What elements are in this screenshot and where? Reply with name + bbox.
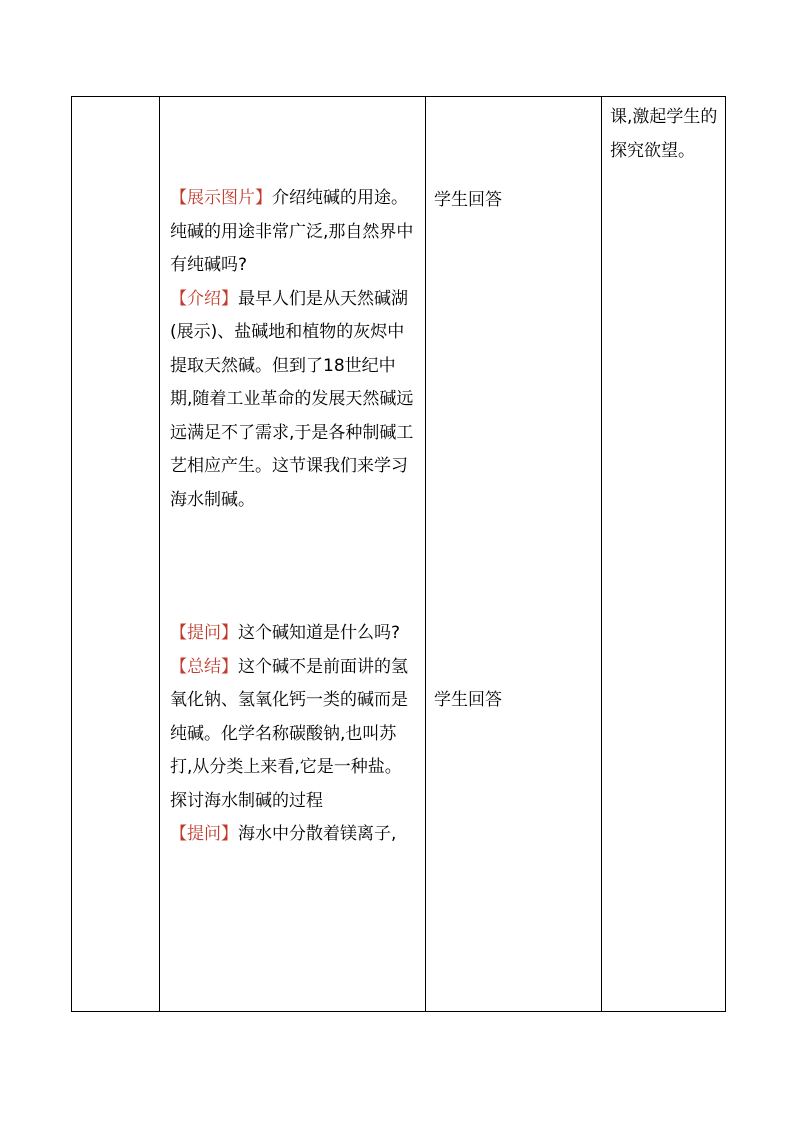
stage-column-cell	[72, 97, 160, 1012]
tag-show-pictures: 【展示图片】	[170, 188, 272, 208]
show-pictures-paragraph	[170, 182, 417, 283]
student-activity-cell	[426, 97, 602, 1012]
introduction-paragraph	[170, 283, 417, 518]
question-text: 这个碱知道是什么吗?	[238, 623, 401, 643]
introduction-text: 最早人们是从天然碱湖(展示)、盐碱地和植物的灰烬中提取天然碱。但到了18世纪中期,随着工业革命的发展天然碱远远满足不了需求,于是各种制碱工艺相应产生。这节课我们来学习海水制碱。	[170, 288, 414, 510]
tag-introduction: 【介绍】	[170, 288, 238, 309]
show-pictures-text: 介绍纯碱的用途。纯碱的用途非常广泛,那自然界中有纯碱吗?	[170, 188, 414, 275]
question-2-text: 海水中分散着镁离子,	[238, 824, 397, 844]
summary-text: 这个碱不是前面讲的氢氧化钠、氢氧化钙一类的碱而是纯碱。化学名称碳酸钠,也叫苏打,从分类上来看,它是一种盐。	[170, 656, 408, 777]
tag-summary: 【总结】	[170, 656, 238, 677]
question-2-paragraph	[170, 818, 417, 852]
explore-process-paragraph: 探讨海水制碱的过程	[170, 790, 323, 811]
teacher-activity-cell	[160, 97, 426, 1012]
summary-paragraph	[170, 651, 417, 785]
design-intent-cell	[602, 97, 726, 1012]
table-row	[72, 97, 726, 1012]
lesson-plan-table	[71, 96, 726, 1012]
tag-question: 【提问】	[170, 623, 238, 643]
student-answer-1: 学生回答	[434, 190, 502, 210]
question-paragraph	[170, 617, 417, 651]
student-answer-2: 学生回答	[434, 690, 502, 710]
design-intent-text: 课,激起学生的探究欲望。	[610, 107, 718, 161]
tag-question-2: 【提问】	[170, 824, 238, 844]
